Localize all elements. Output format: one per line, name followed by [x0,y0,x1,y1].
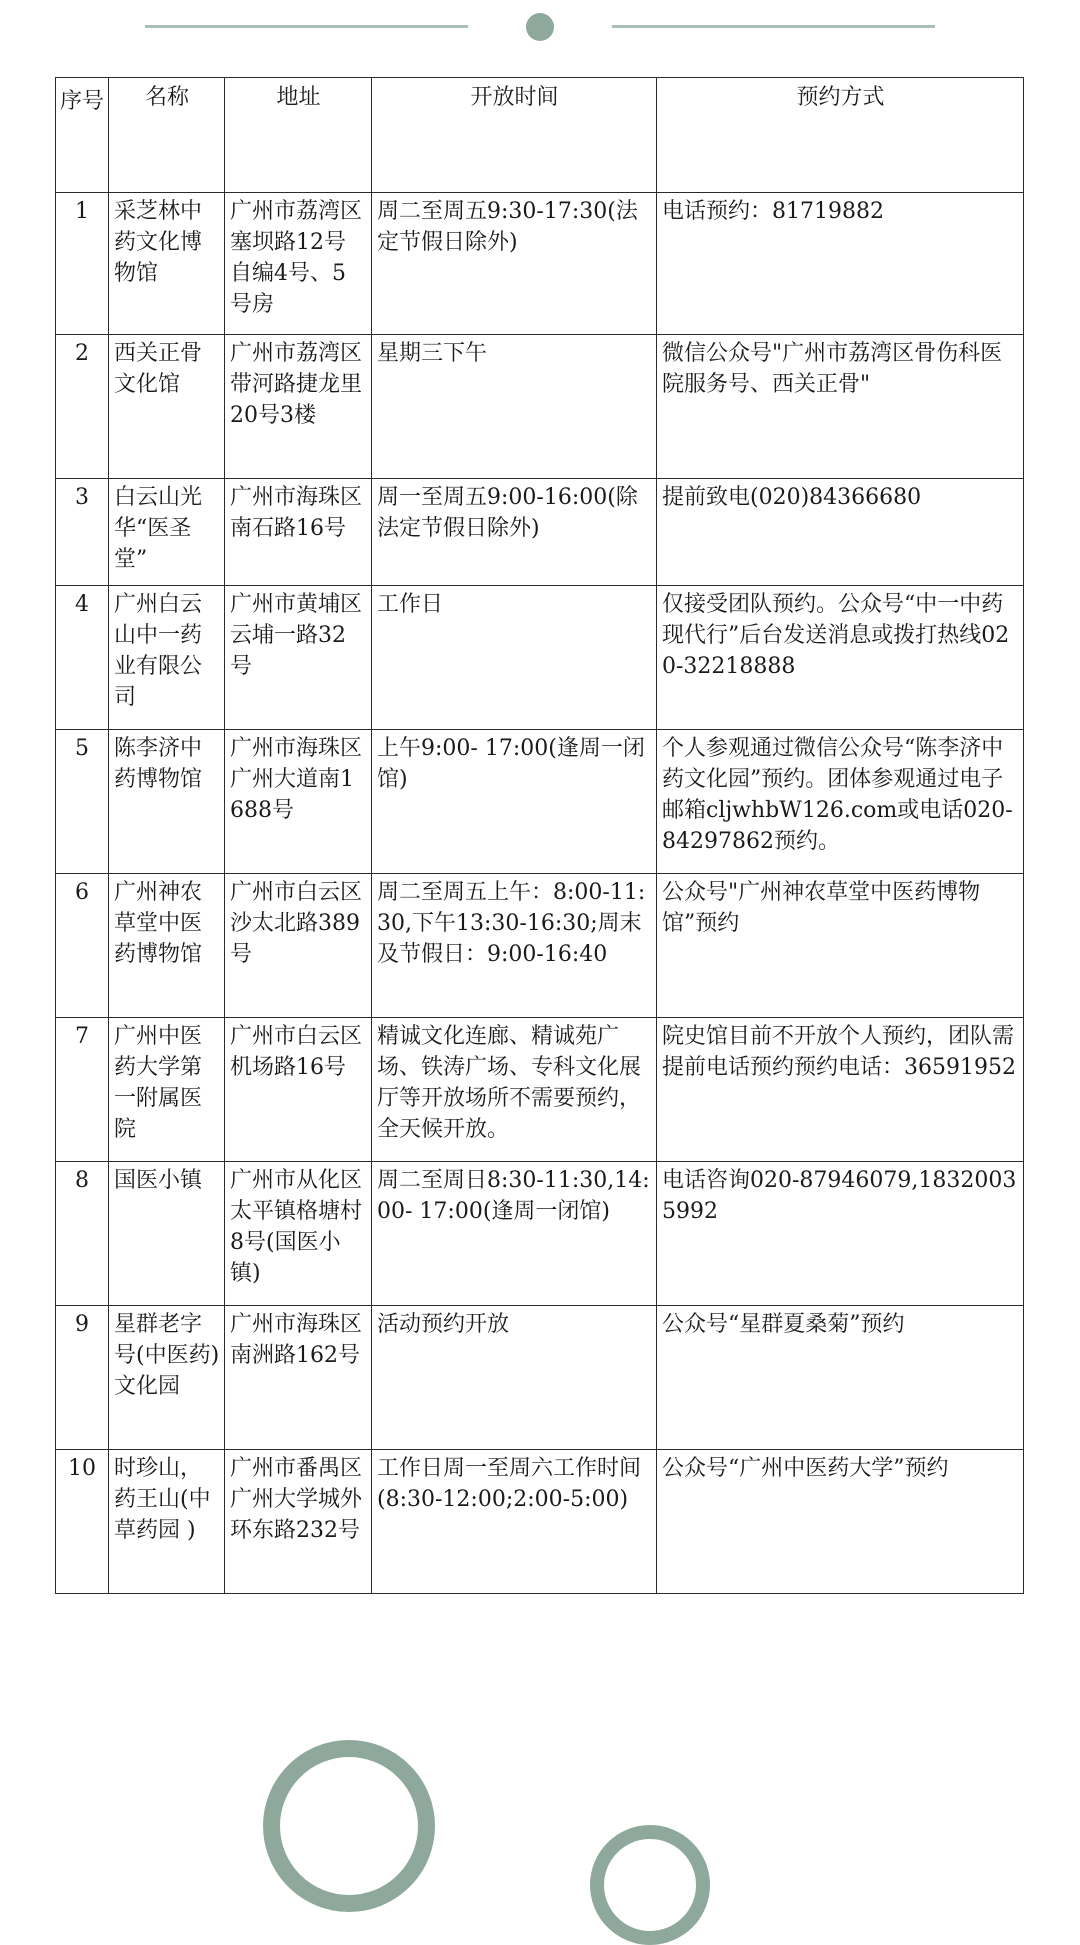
cell-name: 采芝林中药文化博物馆 [109,193,225,335]
cell-booking: 公众号"广州神农草堂中医药博物馆”预约 [657,874,1024,1018]
cell-booking: 提前致电(020)84366680 [657,479,1024,586]
cell-hours: 周二至周五上午：8:00-11:30,下午13:30-16:30;周末及节假日：9:00-16:40 [372,874,657,1018]
cell-booking: 电话预约：81719882 [657,193,1024,335]
cell-address: 广州市白云区沙太北路389号 [225,874,372,1018]
header-booking: 预约方式 [657,78,1024,193]
cell-name: 广州白云山中一药业有限公司 [109,586,225,730]
cell-hours: 工作日 [372,586,657,730]
decorative-ring-small [590,1825,710,1945]
museum-table [55,77,1024,1594]
table-header-row [56,78,1024,193]
cell-booking: 公众号“星群夏桑菊”预约 [657,1306,1024,1450]
decorative-ring-large [263,1740,435,1912]
top-divider-dot [526,13,554,41]
top-divider-left [145,25,468,28]
cell-name: 陈李济中药博物馆 [109,730,225,874]
cell-address: 广州市海珠区南石路16号 [225,479,372,586]
cell-booking: 个人参观通过微信公众号“陈李济中药文化园”预约。团体参观通过电子邮箱cljwhbW126.com或电话020-84297862预约。 [657,730,1024,874]
cell-hours: 周一至周五9:00-16:00(除法定节假日除外) [372,479,657,586]
cell-index: 9 [56,1306,109,1450]
cell-hours: 上午9:00- 17:00(逢周一闭馆) [372,730,657,874]
header-name: 名称 [109,78,225,193]
cell-address: 广州市荔湾区塞坝路12号自编4号、5号房 [225,193,372,335]
header-index: 序号 [56,78,109,193]
cell-name: 星群老字号(中医药)文化园 [109,1306,225,1450]
cell-hours: 星期三下午 [372,335,657,479]
cell-hours: 精诚文化连廊、精诚苑广场、铁涛广场、专科文化展厅等开放场所不需要预约，全天候开放。 [372,1018,657,1162]
top-divider-right [612,25,935,28]
cell-address: 广州市黄埔区云埔一路32号 [225,586,372,730]
cell-address: 广州市白云区机场路16号 [225,1018,372,1162]
table-row [56,1162,1024,1306]
cell-index: 2 [56,335,109,479]
cell-index: 5 [56,730,109,874]
cell-index: 10 [56,1450,109,1594]
table-row [56,335,1024,479]
cell-index: 6 [56,874,109,1018]
cell-booking: 电话咨询020-87946079,18320035992 [657,1162,1024,1306]
cell-name: 西关正骨文化馆 [109,335,225,479]
table-row [56,479,1024,586]
table-row [56,1450,1024,1594]
cell-index: 1 [56,193,109,335]
cell-name: 广州神农草堂中医药博物馆 [109,874,225,1018]
table-row [56,586,1024,730]
cell-address: 广州市荔湾区带河路捷龙里20号3楼 [225,335,372,479]
cell-index: 8 [56,1162,109,1306]
table-row [56,730,1024,874]
table-row [56,1018,1024,1162]
cell-booking: 仅接受团队预约。公众号“中一中药现代行”后台发送消息或拨打热线020-32218888 [657,586,1024,730]
cell-booking: 院史馆目前不开放个人预约，团队需提前电话预约预约电话：36591952 [657,1018,1024,1162]
cell-hours: 活动预约开放 [372,1306,657,1450]
table-row [56,874,1024,1018]
cell-index: 3 [56,479,109,586]
cell-hours: 周二至周日8:30-11:30,14:00- 17:00(逢周一闭馆) [372,1162,657,1306]
cell-name: 白云山光华“医圣堂” [109,479,225,586]
table-row [56,1306,1024,1450]
header-address: 地址 [225,78,372,193]
cell-address: 广州市番禺区广州大学城外环东路232号 [225,1450,372,1594]
cell-address: 广州市海珠区广州大道南1688号 [225,730,372,874]
cell-address: 广州市海珠区南洲路162号 [225,1306,372,1450]
cell-address: 广州市从化区太平镇格塘村8号(国医小镇) [225,1162,372,1306]
table-row [56,193,1024,335]
cell-booking: 微信公众号"广州市荔湾区骨伤科医院服务号、西关正骨" [657,335,1024,479]
cell-hours: 工作日周一至周六工作时间(8:30-12:00;2:00-5:00) [372,1450,657,1594]
cell-index: 4 [56,586,109,730]
cell-name: 国医小镇 [109,1162,225,1306]
cell-index: 7 [56,1018,109,1162]
cell-name: 广州中医药大学第一附属医院 [109,1018,225,1162]
header-hours: 开放时间 [372,78,657,193]
cell-booking: 公众号“广州中医药大学”预约 [657,1450,1024,1594]
cell-hours: 周二至周五9:30-17:30(法定节假日除外) [372,193,657,335]
cell-name: 时珍山，药王山(中草药园 ) [109,1450,225,1594]
